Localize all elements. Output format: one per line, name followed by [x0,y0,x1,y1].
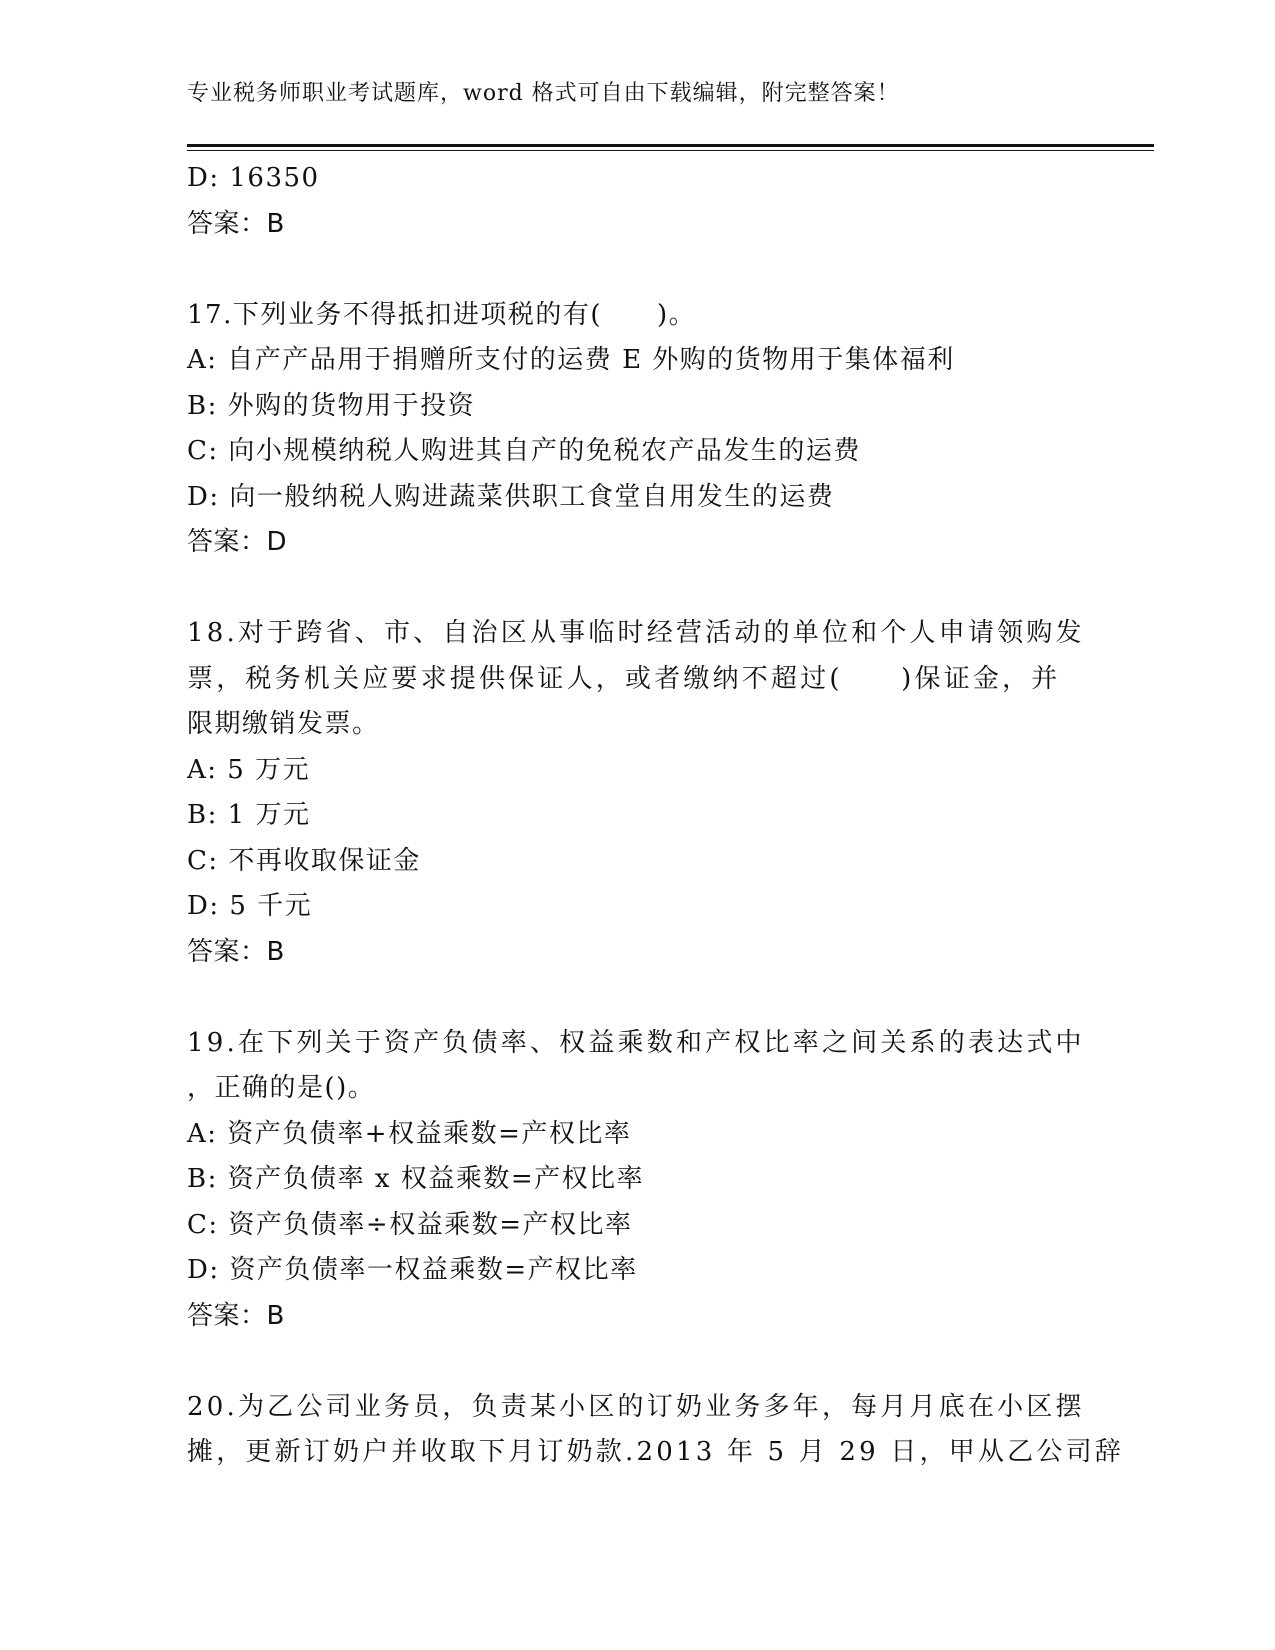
option-b: B: 外购的货物用于投资 [187,390,476,421]
question-20 [187,1385,1124,1476]
option-d: D: 向一般纳税人购进蔬菜供职工食堂自用发生的运费 [187,481,835,512]
prev-answer: 答案：B [187,208,285,239]
option-b: B: 1 万元 [187,800,311,830]
question-stem-line: 18.对于跨省、市、自治区从事临时经营活动的单位和个人申请领购发 [187,618,1085,648]
option-c: C: 向小规模纳税人购进其自产的免税农产品发生的运费 [187,436,861,466]
question-18 [187,611,1087,975]
answer: 答案：B [187,936,285,967]
question-stem-line: ，正确的是()。 [187,1073,376,1103]
answer: 答案：B [187,1300,285,1331]
question-stem-line: 票，税务机关应要求提供保证人，或者缴纳不超过( )保证金，并 [187,663,1061,694]
question-stem-line: 摊，更新订奶户并收取下月订奶款.2013 年 5 月 29 日，甲从乙公司辞 [187,1437,1124,1467]
spacer [187,566,1087,612]
document-body [187,156,1124,1476]
answer: 答案：D [187,527,288,557]
question-19 [187,1021,1087,1340]
page-header: 专业税务师职业考试题库，word 格式可自由下载编辑，附完整答案！ [187,81,900,106]
option-a: A: 资产负债率+权益乘数=产权比率 [187,1118,632,1149]
question-stem-line: 19.在下列关于资产负债率、权益乘数和产权比率之间关系的表达式中 [187,1027,1085,1058]
question-stem-line: 20.为乙公司业务员，负责某小区的订奶业务多年，每月月底在小区摆 [187,1391,1085,1422]
header-rule-thin [187,150,1154,151]
option-a: A: 自产产品用于捐赠所支付的运费 E 外购的货物用于集体福利 [187,345,955,375]
option-d: D: 资产负债率一权益乘数=产权比率 [187,1255,638,1285]
question-17 [187,293,1087,566]
option-c: C: 不再收取保证金 [187,845,421,876]
option-b: B: 资产负债率 x 权益乘数=产权比率 [187,1164,645,1194]
spacer [187,1339,1087,1385]
option-d: D: 5 千元 [187,891,313,921]
prev-option-d: D: 16350 [187,163,320,193]
header-rule-thick [187,144,1154,147]
spacer [187,975,1087,1021]
option-a: A: 5 万元 [187,754,311,785]
spacer [187,247,1087,293]
question-stem-line: 限期缴销发票。 [187,709,380,739]
option-c: C: 资产负债率÷权益乘数=产权比率 [187,1209,633,1240]
question-stem: 17.下列业务不得抵扣进项税的有( )。 [187,299,697,330]
